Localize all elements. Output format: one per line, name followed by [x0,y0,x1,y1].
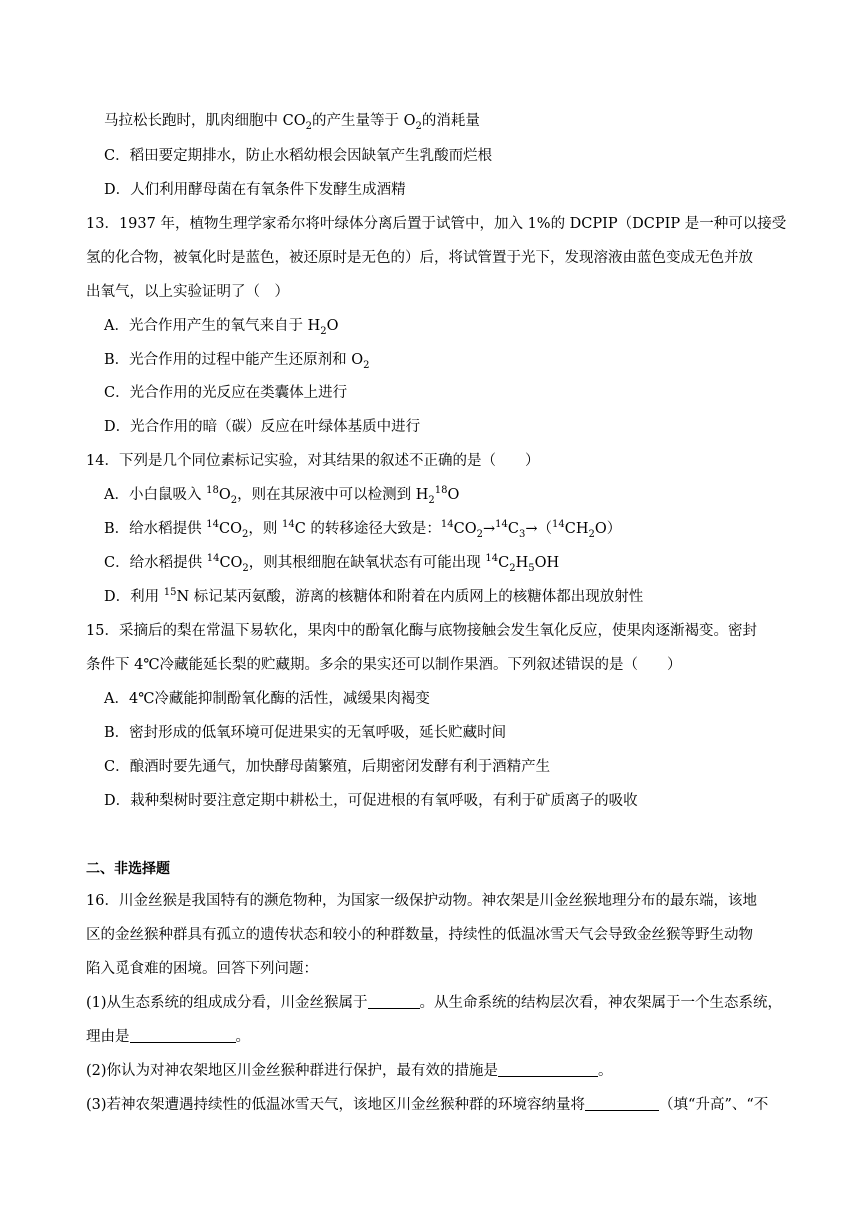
q16-part-1-reason: 理由是 。 [86,1029,250,1045]
q13-option-a: A．光合作用产生的氧气来自于 $H_2O$ [104,318,339,337]
q15-stem-line-2: 条件下 4℃冷藏能延长梨的贮藏期。多余的果实还可以制作果酒。下列叙述错误的是（ ） [86,657,682,673]
q13-option-d: D．光合作用的暗（碳）反应在叶绿体基质中进行 [104,419,421,435]
q16-stem-line-3: 陷入觅食难的困境。回答下列问题： [86,961,318,977]
answer-blank[interactable] [368,994,420,1009]
answer-blank[interactable] [130,1028,236,1043]
q14-option-b: B．给水稻提供 $^{14}CO_2$，则 $^{14}$C 的转移途径大致是：$^{14}CO_2\to^{14}C_3\to(^{14}CH_2O)$ [104,519,622,540]
q14-option-c: C．给水稻提供 $^{14}CO_2$，则其根细胞在缺氧状态有可能出现 $^{14}C_2H_5OH$ [104,553,560,574]
q16-part-3: (3)若神农架遭遇持续性的低温冰雪天气，该地区川金丝猴种群的环境容纳量将 （填“升高”、“不 [86,1097,769,1113]
q16-stem-line-2: 区的金丝猴种群具有孤立的遗传状态和较小的种群数量，持续性的低温冰雪天气会导致金丝猴等野生动物 [86,927,753,943]
q15-option-b: B．密封形成的低氧环境可促进果实的无氧呼吸，延长贮藏时间 [104,725,507,741]
answer-blank[interactable] [585,1096,659,1111]
q14-option-d: D．利用 $^{15}$N 标记某丙氨酸，游离的核糖体和附着在内质网上的核糖体都出现放射性 [104,587,644,605]
q16-stem-line-1: 16．川金丝猴是我国特有的濒危物种，为国家一级保护动物。神农架是川金丝猴地理分布的最东端，该地 [86,893,757,909]
q13-stem-line-1: 13．1937 年，植物生理学家希尔将叶绿体分离后置于试管中，加入 1%的 DCPIP（DCPIP 是一种可以接受 [86,216,787,232]
q13-stem-line-2: 氢的化合物，被氧化时是蓝色，被还原时是无色的）后，将试管置于光下，发现溶液由蓝色变成无色并放 [86,250,753,266]
q16-part-1: (1)从生态系统的组成成分看，川金丝猴属于 。从生命系统的结构层次看，神农架属于一个生态系统， [86,995,783,1011]
q12-option-d: D．人们利用酵母菌在有氧条件下发酵生成酒精 [104,182,406,198]
q12-option-b: 马拉松长跑时，肌肉细胞中 $CO_2$的产生量等于 $O_2$的消耗量 [104,113,480,132]
section-heading: 二、非选择题 [86,861,170,877]
q14-stem: 14．下列是几个同位素标记实验，对其结果的叙述不正确的是（ ） [86,453,540,469]
q15-option-d: D．栽种梨树时要注意定期中耕松土，可促进根的有氧呼吸，有利于矿质离子的吸收 [104,793,638,809]
answer-blank[interactable] [498,1062,598,1077]
q15-option-a: A．4℃冷藏能抑制酚氧化酶的活性，减缓果肉褐变 [104,691,430,707]
q15-stem-line-1: 15．采摘后的梨在常温下易软化，果肉中的酚氧化酶与底物接触会发生氧化反应，使果肉逐渐褐变。密封 [86,623,757,639]
q13-option-c: C．光合作用的光反应在类囊体上进行 [104,385,348,401]
q13-option-b: B．光合作用的过程中能产生还原剂和 $O_2$ [104,352,370,371]
q16-part-2: (2)你认为对神农架地区川金丝猴种群进行保护，最有效的措施是 。 [86,1063,613,1079]
q13-stem-line-3: 出氧气，以上实验证明了（ ） [86,284,289,300]
q12-option-c: C．稻田要定期排水，防止水稻幼根会因缺氧产生乳酸而烂根 [104,148,493,164]
q14-option-a: A．小白鼠吸入 $^{18}O_2$，则在其尿液中可以检测到 $H_2^{18}O$ [104,485,460,506]
q15-option-c: C．酿酒时要先通气，加快酵母菌繁殖，后期密闭发酵有利于酒精产生 [104,759,551,775]
